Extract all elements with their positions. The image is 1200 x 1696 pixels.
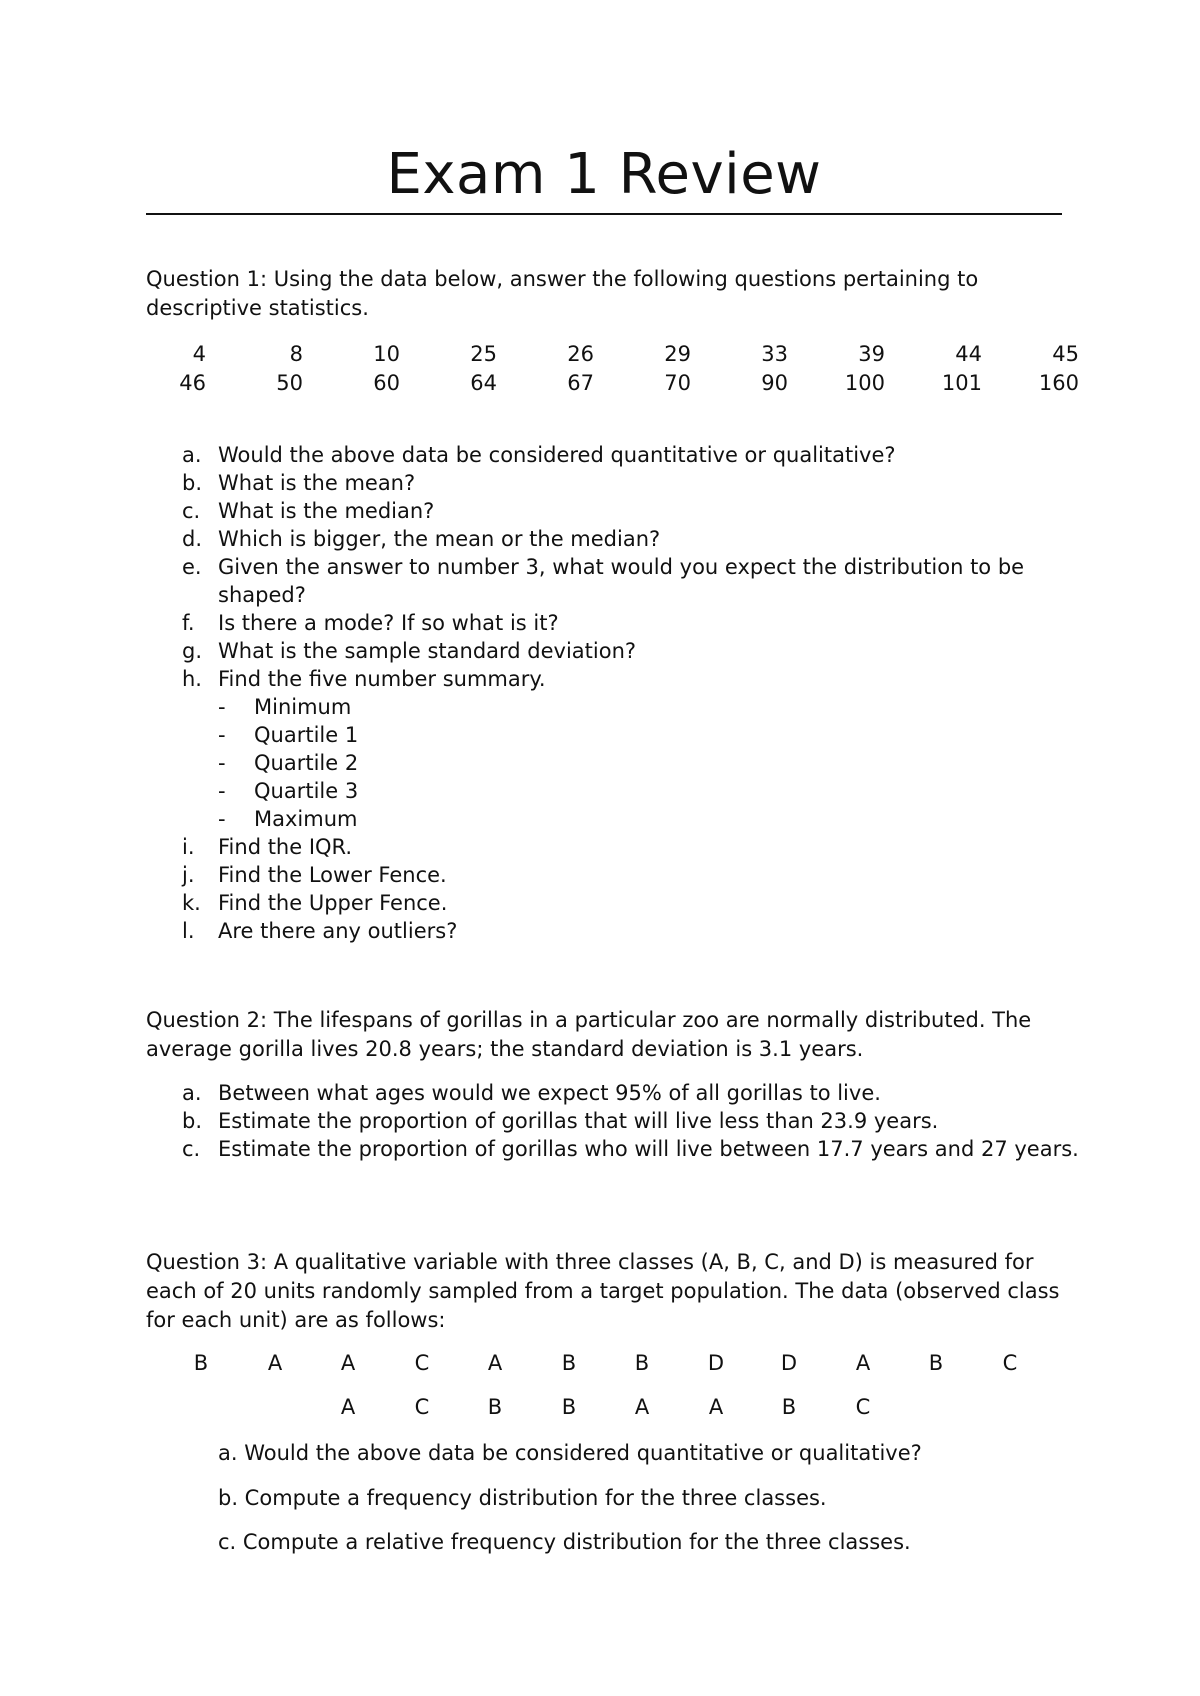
list-item	[182, 525, 1082, 553]
list-text: Between what ages would we expect 95% of all gorillas to live.	[218, 1081, 881, 1105]
class-letter: C	[855, 1395, 871, 1419]
data-value: 29	[664, 342, 691, 366]
class-letter: B	[928, 1351, 944, 1375]
class-letter: C	[414, 1351, 430, 1375]
list-marker: g.	[182, 639, 203, 663]
list-marker: e.	[182, 555, 202, 579]
data-value: 26	[567, 342, 594, 366]
class-letter: A	[855, 1351, 871, 1375]
class-letter: A	[487, 1351, 503, 1375]
list-text: What is the sample standard deviation?	[218, 639, 637, 663]
data-value: 160	[1038, 371, 1079, 395]
question-2-prompt: Question 2: The lifespans of gorillas in a particular zoo are normally distributed. The average gorilla lives 20.8 years; the standard deviation is 3.1 years.	[146, 1008, 1032, 1061]
list-text: Find the IQR.	[218, 835, 353, 859]
list-marker: a.	[182, 443, 202, 467]
list-item	[182, 1135, 1082, 1163]
list-marker: c.	[182, 499, 201, 523]
list-item	[182, 1079, 1082, 1107]
list-text: Is there a mode? If so what is it?	[218, 611, 559, 635]
question-3-item-c: c. Compute a relative frequency distribution for the three classes.	[218, 1530, 911, 1554]
data-row-2	[146, 371, 1079, 399]
question-1-list	[182, 441, 1082, 945]
question-3-prompt: Question 3: A qualitative variable with three classes (A, B, C, and D) is measured for each of 20 units randomly sampled from a target population. The data (observed class for each unit) are as follows:	[146, 1250, 1060, 1332]
dash-marker: -	[218, 695, 226, 719]
question-3-item-a: a. Would the above data be considered quantitative or qualitative?	[218, 1441, 922, 1465]
class-letter: A	[267, 1351, 283, 1375]
class-letter: B	[781, 1395, 797, 1419]
class-letter: A	[340, 1351, 356, 1375]
summary-text: Quartile 2	[254, 751, 359, 775]
list-text: Estimate the proportion of gorillas who will live between 17.7 years and 27 years.	[218, 1137, 1079, 1161]
data-value: 25	[470, 342, 497, 366]
data-value: 70	[664, 371, 691, 395]
list-marker: h.	[182, 667, 202, 691]
question-3-item-b: b. Compute a frequency distribution for the three classes.	[218, 1486, 827, 1510]
list-item	[182, 889, 1082, 917]
class-letter: C	[1002, 1351, 1018, 1375]
data-value: 39	[858, 342, 885, 366]
data-value: 33	[761, 342, 788, 366]
list-text: Find the Upper Fence.	[218, 891, 448, 915]
class-letter: D	[780, 1351, 798, 1375]
class-letter: C	[414, 1395, 430, 1419]
list-text: What is the median?	[218, 499, 435, 523]
summary-text: Minimum	[254, 695, 352, 719]
data-row-1	[146, 342, 1079, 370]
data-value: 45	[1052, 342, 1079, 366]
class-letter: B	[561, 1351, 577, 1375]
class-letter: A	[340, 1395, 356, 1419]
list-item	[182, 553, 1082, 609]
list-text: Given the answer to number 3, what would you expect the distribution to be shaped?	[218, 555, 1025, 607]
list-marker: j.	[182, 863, 195, 887]
list-item	[182, 833, 1082, 861]
summary-text: Maximum	[254, 807, 358, 831]
list-text: What is the mean?	[218, 471, 416, 495]
summary-item	[182, 805, 1082, 833]
list-marker: d.	[182, 527, 203, 551]
list-marker: b.	[182, 1109, 203, 1133]
list-text: Would the above data be considered quantitative or qualitative?	[218, 443, 896, 467]
class-letter: B	[487, 1395, 503, 1419]
list-item	[182, 917, 1082, 945]
class-letter: B	[193, 1351, 209, 1375]
list-text: Find the Lower Fence.	[218, 863, 447, 887]
dash-marker: -	[218, 807, 226, 831]
list-text: Are there any outliers?	[218, 919, 458, 943]
summary-item	[182, 777, 1082, 805]
class-letter: A	[634, 1395, 650, 1419]
summary-text: Quartile 3	[254, 779, 359, 803]
list-marker: i.	[182, 835, 195, 859]
summary-text: Quartile 1	[254, 723, 359, 747]
list-marker: a.	[182, 1081, 202, 1105]
document-title: Exam 1 Review	[386, 142, 822, 207]
class-letter: D	[707, 1351, 725, 1375]
data-value: 4	[192, 342, 206, 366]
dash-marker: -	[218, 723, 226, 747]
list-item	[182, 441, 1082, 469]
dash-marker: -	[218, 751, 226, 775]
list-marker: b.	[182, 471, 203, 495]
list-item	[182, 665, 1082, 693]
data-value: 60	[373, 371, 400, 395]
class-letter: A	[708, 1395, 724, 1419]
title-underline	[146, 213, 1062, 215]
class-letter: B	[634, 1351, 650, 1375]
data-value: 46	[179, 371, 206, 395]
list-marker: f.	[182, 611, 195, 635]
list-item	[182, 861, 1082, 889]
data-value: 90	[761, 371, 788, 395]
class-letter: B	[561, 1395, 577, 1419]
list-text: Find the five number summary.	[218, 667, 546, 691]
question-2-list	[182, 1079, 1082, 1163]
list-item	[182, 497, 1082, 525]
list-marker: l.	[182, 919, 195, 943]
question-1-prompt: Question 1: Using the data below, answer the following questions pertaining to descriptive statistics.	[146, 267, 979, 320]
list-item	[182, 637, 1082, 665]
dash-marker: -	[218, 779, 226, 803]
list-marker: c.	[182, 1137, 201, 1161]
data-value: 50	[276, 371, 303, 395]
data-value: 100	[844, 371, 885, 395]
list-text: Which is bigger, the mean or the median?	[218, 527, 661, 551]
data-value: 64	[470, 371, 497, 395]
list-text: Estimate the proportion of gorillas that will live less than 23.9 years.	[218, 1109, 939, 1133]
data-value: 44	[955, 342, 982, 366]
list-item	[182, 609, 1082, 637]
summary-item	[182, 693, 1082, 721]
summary-item	[182, 721, 1082, 749]
data-value: 10	[373, 342, 400, 366]
list-item	[182, 469, 1082, 497]
list-marker: k.	[182, 891, 201, 915]
data-value: 67	[567, 371, 594, 395]
data-value: 101	[941, 371, 982, 395]
summary-item	[182, 749, 1082, 777]
list-item	[182, 1107, 1082, 1135]
data-value: 8	[289, 342, 303, 366]
